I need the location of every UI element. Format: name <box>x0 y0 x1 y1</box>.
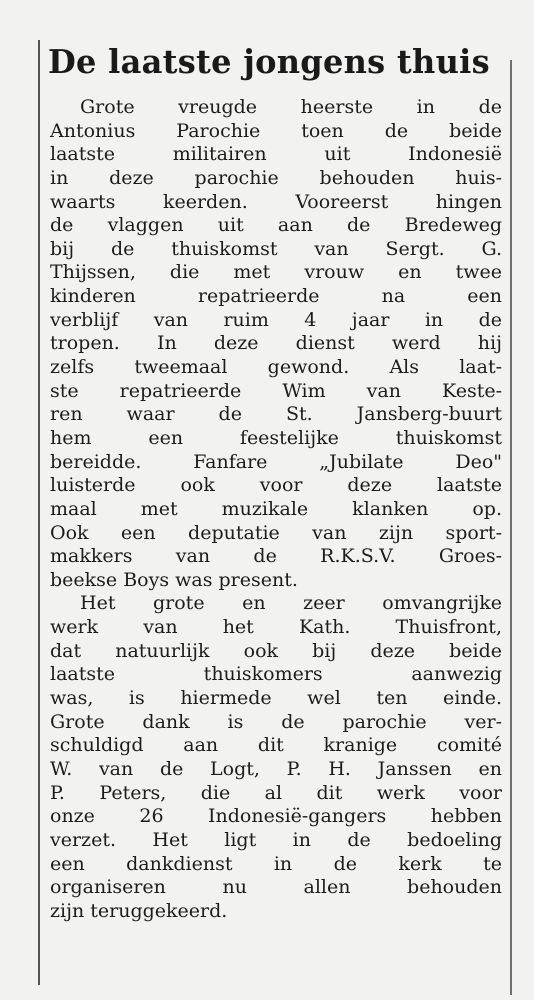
article-line: bereidde. Fanfare „Jubilate Deo" <box>50 450 502 473</box>
article-line: luisterde ook voor deze laatste <box>50 474 502 497</box>
column-rule-right <box>510 60 512 995</box>
article-line: P. Peters, die al dit werk voor <box>50 781 502 804</box>
article-line: Thijssen, die met vrouw en twee <box>50 261 502 284</box>
article-line: ste repatrieerde Wim van Keste- <box>50 379 502 402</box>
article-line: beekse Boys was present. <box>50 568 298 591</box>
article-line: verzet. Het ligt in de bedoeling <box>50 828 502 851</box>
article-line: de vlaggen uit aan de Bredeweg <box>50 214 502 237</box>
article-line: W. van de Logt, P. H. Janssen en <box>50 757 502 780</box>
article-line: zelfs tweemaal gewond. Als laat- <box>50 356 502 379</box>
article-line: ren waar de St. Jansberg-buurt <box>50 403 502 426</box>
article-line: Het grote en zeer omvangrijke <box>80 592 502 615</box>
article-body <box>50 96 502 923</box>
article-line: makkers van de R.K.S.V. Groes- <box>50 545 502 568</box>
article-line: laatste militairen uit Indonesië <box>50 143 502 166</box>
column-rule-left <box>38 40 40 985</box>
article-line: Grote vreugde heerste in de <box>80 96 502 118</box>
article-line: was, is hiermede wel ten einde. <box>50 687 502 710</box>
article-line: verblijf van ruim 4 jaar in de <box>50 308 502 331</box>
article-line: maal met muzikale klanken op. <box>50 497 502 520</box>
article-line: hem een feestelijke thuiskomst <box>50 426 502 449</box>
article-line: Ook een deputatie van zijn sport- <box>50 521 502 544</box>
article-line: tropen. In deze dienst werd hij <box>50 332 502 355</box>
article-line: laatste thuiskomers aanwezig <box>50 663 502 686</box>
article-line: zijn teruggekeerd. <box>50 899 228 922</box>
article-line: schuldigd aan dit kranige comité <box>50 734 502 757</box>
article-headline: De laatste jongens thuis <box>48 42 490 81</box>
article-line: kinderen repatrieerde na een <box>50 285 502 308</box>
article-line: in deze parochie behouden huis- <box>50 166 502 189</box>
article-line: Grote dank is de parochie ver- <box>50 710 502 733</box>
article-line: waarts keerden. Vooreerst hingen <box>50 190 502 213</box>
article-line: Antonius Parochie toen de beide <box>50 119 502 142</box>
article-line: een dankdienst in de kerk te <box>50 852 502 875</box>
article-line: onze 26 Indonesië-gangers hebben <box>50 805 502 828</box>
article-line: organiseren nu allen behouden <box>50 876 502 899</box>
article-line: werk van het Kath. Thuisfront, <box>50 616 502 639</box>
article-line: dat natuurlijk ook bij deze beide <box>50 639 502 662</box>
article-line: bij de thuiskomst van Sergt. G. <box>50 237 502 260</box>
